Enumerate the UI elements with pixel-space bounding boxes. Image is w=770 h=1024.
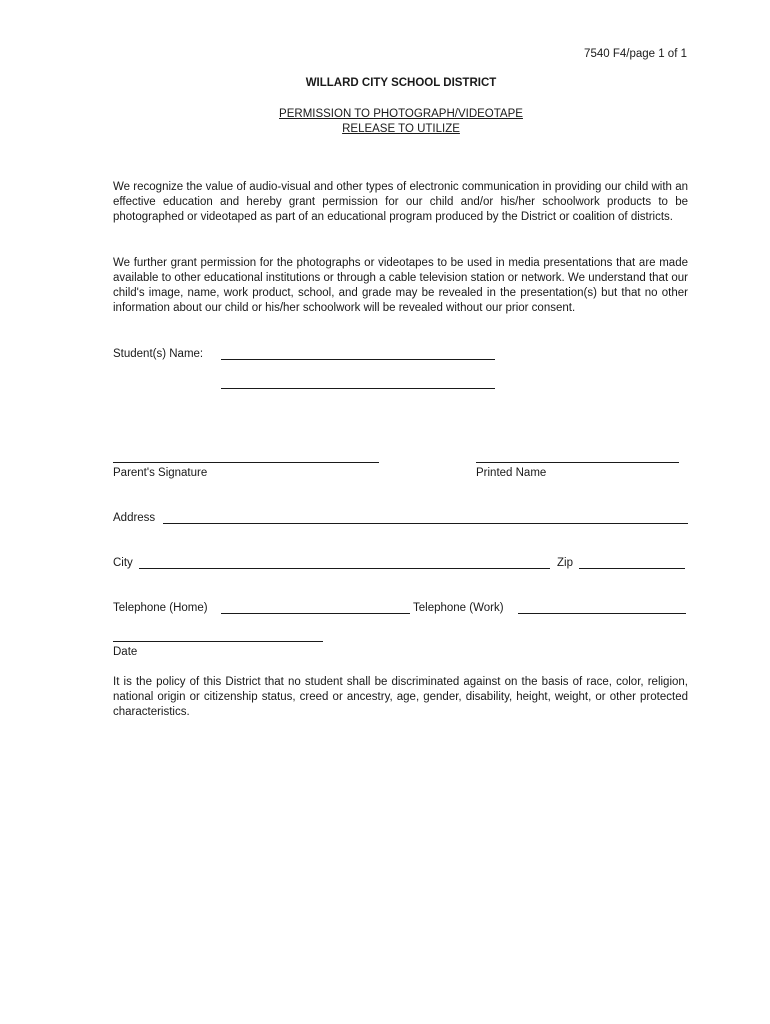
- address-field[interactable]: [163, 523, 688, 524]
- form-subtitle-line2: RELEASE TO UTILIZE: [342, 123, 460, 135]
- telephone-work-field[interactable]: [518, 613, 686, 614]
- media-use-paragraph: We further grant permission for the photographs or videotapes to be used in media presentations that are made available to other educational institutions or through a cable television station or network. We understand that our child's image, name, work product, school, and grade may be revealed in the presentation(s) but that no other information about our child or his/her schoolwork will be revealed without our prior consent.: [113, 257, 688, 314]
- zip-field[interactable]: [579, 568, 685, 569]
- parent-signature-field[interactable]: [113, 462, 379, 463]
- address-label: Address: [113, 512, 156, 524]
- telephone-home-field[interactable]: [221, 613, 410, 614]
- district-title: WILLARD CITY SCHOOL DISTRICT: [305, 77, 497, 89]
- nondiscrimination-paragraph: It is the policy of this District that no student shall be discriminated against on the basis of race, color, religion, national origin or citizenship status, creed or ancestry, age, gender, disability, height, weight, or other protected characteristics.: [113, 676, 688, 718]
- date-label: Date: [113, 646, 138, 658]
- telephone-home-label: Telephone (Home): [113, 602, 208, 614]
- students-name-label: Student(s) Name:: [113, 348, 204, 360]
- students-name-field-2[interactable]: [221, 388, 495, 389]
- printed-name-field[interactable]: [476, 462, 679, 463]
- telephone-work-label: Telephone (Work): [413, 602, 504, 614]
- parent-signature-label: Parent's Signature: [113, 467, 208, 479]
- zip-label: Zip: [557, 557, 573, 569]
- date-field[interactable]: [113, 641, 323, 642]
- permission-paragraph: We recognize the value of audio-visual and other types of electronic communication in providing our child with an effective education and hereby grant permission for our child and/or his/her schoolwork products to be photographed or videotaped as part of an educational program produced by the District or coalition of districts.: [113, 181, 688, 223]
- students-name-field-1[interactable]: [221, 359, 495, 360]
- city-label: City: [113, 557, 133, 569]
- form-reference: 7540 F4/page 1 of 1: [584, 48, 687, 60]
- printed-name-label: Printed Name: [476, 467, 547, 479]
- form-subtitle-line1: PERMISSION TO PHOTOGRAPH/VIDEOTAPE: [279, 108, 523, 120]
- city-field[interactable]: [139, 568, 550, 569]
